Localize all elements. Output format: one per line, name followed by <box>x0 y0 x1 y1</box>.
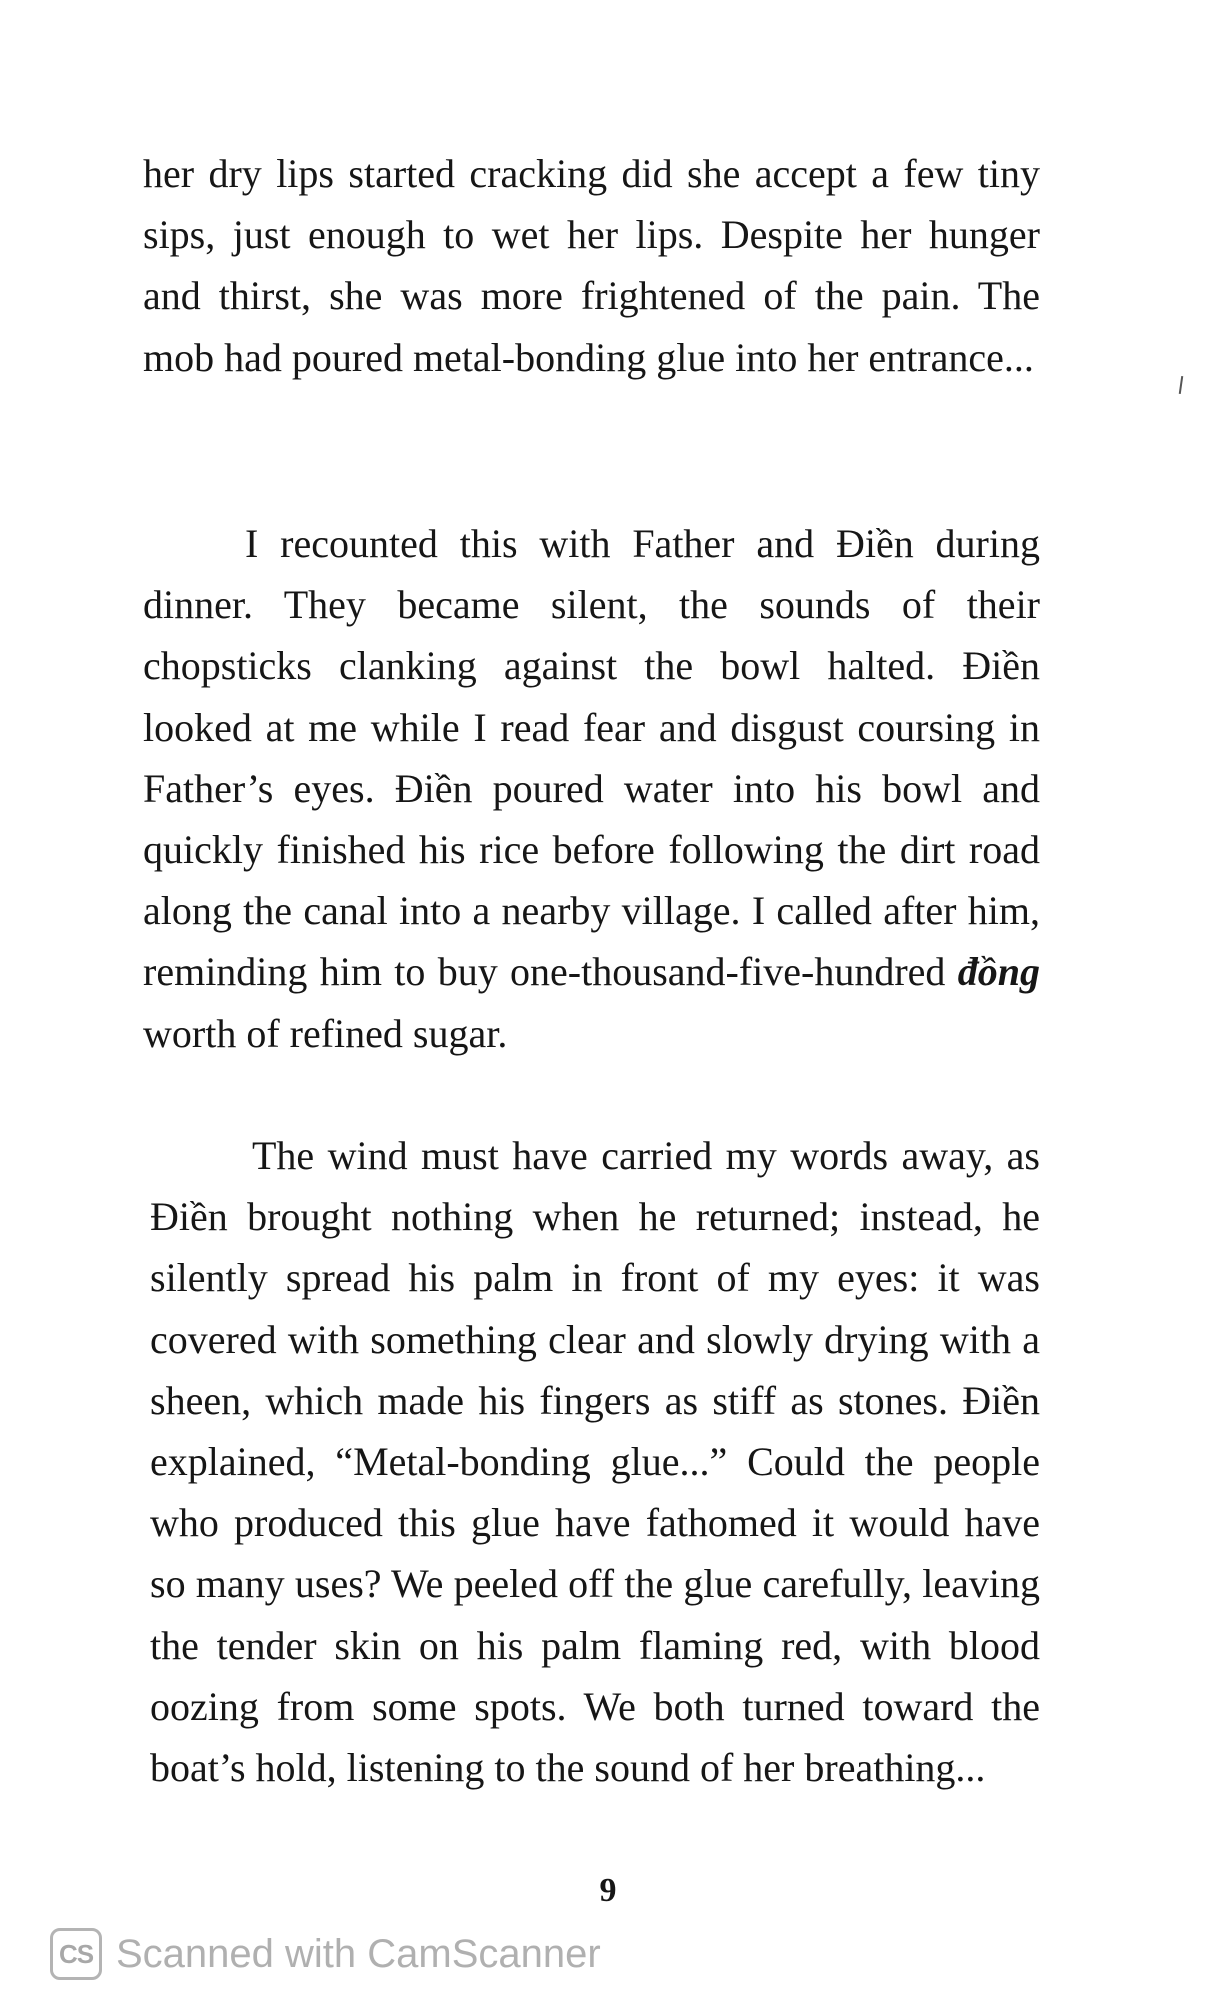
stray-ink-mark <box>1179 376 1183 394</box>
page-number: 9 <box>599 1872 617 1909</box>
paragraph-2-text-after: worth of refined sugar. <box>143 1010 508 1056</box>
scanner-watermark <box>50 1924 601 1984</box>
camscanner-logo-icon: CS <box>50 1928 102 1980</box>
watermark-text: Scanned with CamScanner <box>116 1931 601 1976</box>
paragraph-2-text <box>143 513 1040 1064</box>
paragraph-2-emphasis: đồng <box>957 949 1040 995</box>
paragraph-3-text: The wind must have carried my words away, as Điền brought nothing when he returned; instead, he silently spread his palm in front of my eyes: it was covered with something clear and slowly drying with a sheen, which made his fingers as stiff as stones. Điền explained, “Metal-bonding glue...” Could the people who produced this glue have fathomed it would have so many uses? We peeled off the glue carefully, leaving the tender skin on his palm flaming red, with blood oozing from some spots. We both turned toward the boat’s hold, listening to the sound of her breathing... <box>150 1133 1040 1791</box>
paragraph-1-text: her dry lips started cracking did she accept a few tiny sips, just enough to wet her lips. Despite her hunger and thirst, she was more frightened of the pain. The mob had poured metal-bonding glue into her entrance... <box>143 151 1040 380</box>
paragraph-2 <box>143 513 1040 1064</box>
paragraph-2-text-before: I recounted this with Father and Điền during dinner. They became silent, the sounds of their chopsticks clanking against the bowl halted. Điền looked at me while I read fear and disgust coursing in Father’s eyes. Điền poured water into his bowl and quickly finished his rice before following the dirt road along the canal into a nearby village. I called after him, reminding him to buy one-thousand-five-hundred <box>143 521 1040 995</box>
paragraph-3 <box>150 1125 1040 1798</box>
paragraph-1 <box>143 143 1040 388</box>
